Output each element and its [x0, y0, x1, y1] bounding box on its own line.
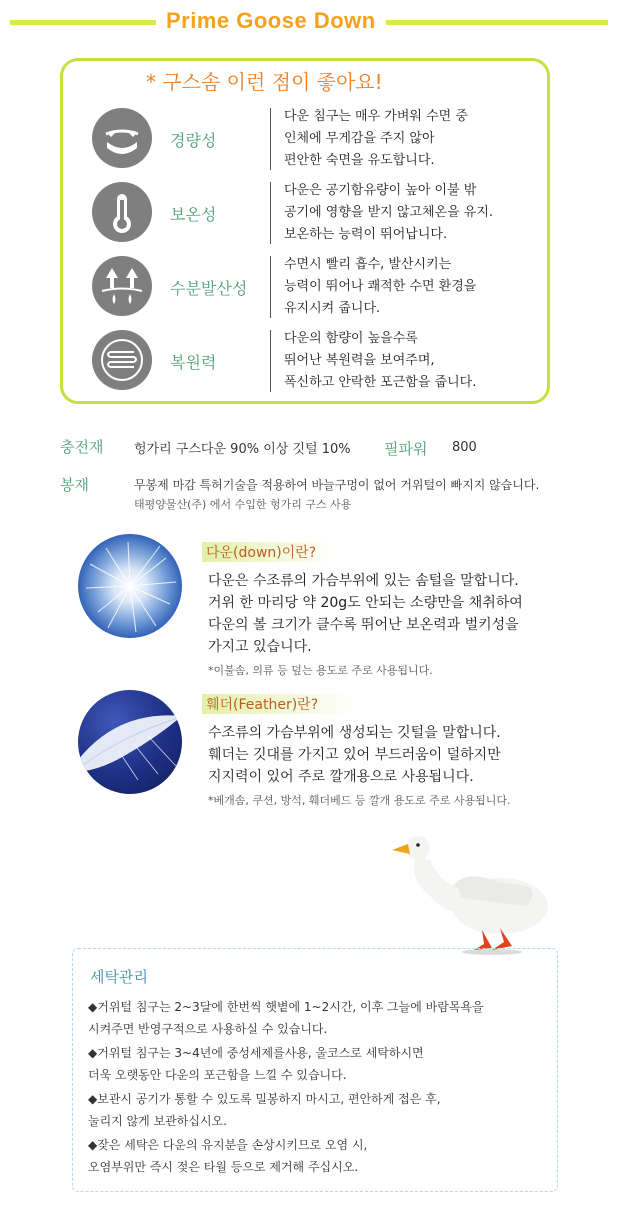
scale-icon	[92, 108, 152, 168]
benefit-label: 수분발산성	[170, 279, 248, 298]
spring-icon	[92, 330, 152, 390]
fabric-note: 태평양물산(주) 에서 수입한 헝가리 구스 사용	[134, 498, 352, 511]
feather-photo	[78, 690, 182, 794]
divider	[270, 182, 271, 244]
down-heading: 다운(down)이란?	[202, 542, 336, 562]
moisture-icon	[92, 256, 152, 316]
benefit-description: 다운의 함량이 높을수록 뛰어난 복원력을 보여주며, 폭신하고 안락한 포근함을 줍니다.	[284, 331, 477, 390]
divider	[270, 330, 271, 392]
fabric-value: 무봉제 마감 특허기술을 적용하여 바늘구멍이 없어 거위털이 빠지지 않습니다.	[134, 478, 540, 492]
fillpower-label: 필파워	[384, 440, 428, 458]
fillpower-value: 800	[452, 440, 477, 455]
benefit-description: 다운은 공기함유량이 높아 이불 밖 공기에 영향을 받지 않고체온을 유지. 보온하는 능력이 뛰어납니다.	[284, 183, 494, 242]
care-item: ◆보관시 공기가 통할 수 있도록 밀봉하지 마시고, 편안하게 접은 후, 눌리지 않게 보관하십시오.	[88, 1092, 441, 1128]
care-title: 세탁관리	[90, 968, 148, 986]
benefit-row-warmth	[92, 182, 532, 248]
feather-description: 수조류의 가슴부위에 생성되는 깃털을 말합니다. 훼더는 깃대를 가지고 있어 부드러움이 덜하지만 지지력이 있어 주로 깔개용으로 사용됩니다.	[208, 725, 501, 785]
feather-heading: 훼더(Feather)란?	[202, 694, 356, 714]
fabric-label: 봉재	[60, 476, 89, 494]
benefit-description: 다운 침구는 매우 가벼워 수면 중 인체에 무게감을 주지 않아 편안한 숙면을 유도합니다.	[284, 109, 468, 168]
feather-note: *베개솜, 쿠션, 방석, 훼더베드 등 깔개 용도로 주로 사용됩니다.	[208, 794, 511, 807]
filling-value: 헝가리 구스다운 90% 이상 깃털 10%	[134, 442, 351, 457]
benefit-row-resilience	[92, 330, 532, 396]
thermometer-icon	[92, 182, 152, 242]
down-photo	[78, 534, 182, 638]
filling-label: 충전재	[60, 438, 104, 456]
divider	[270, 256, 271, 318]
care-item: ◆잦은 세탁은 다운의 유지분을 손상시키므로 오염 시, 오염부위만 즉시 젖은 타월 등으로 제거해 주십시오.	[88, 1138, 368, 1174]
down-note: *이불솜, 의류 등 덮는 용도로 주로 사용됩니다.	[208, 664, 433, 677]
divider	[270, 108, 271, 170]
page-title: Prime Goose Down	[156, 8, 386, 34]
care-item: ◆거위털 침구는 3~4년에 중성세제를사용, 울코스로 세탁하시면 더욱 오랫동안 다운의 포근함을 느낄 수 있습니다.	[88, 1046, 424, 1082]
benefit-description: 수면시 빨리 흡수, 발산시키는 능력이 뛰어나 쾌적한 수면 환경을 유지시켜 줍니다.	[284, 257, 477, 316]
benefit-row-moisture	[92, 256, 532, 322]
care-item: ◆거위털 침구는 2~3달에 한번씩 햇볕에 1~2시간, 이후 그늘에 바람목욕을 시켜주면 반영구적으로 사용하실 수 있습니다.	[88, 1000, 484, 1036]
benefit-label: 보온성	[170, 205, 217, 224]
down-description: 다운은 수조류의 가슴부위에 있는 솜털을 말합니다. 거위 한 마리당 약 20g도 안되는 소량만을 채취하여 다운의 볼 크기가 클수록 뛰어난 보온력과 벌키성을 가지고 있습니다.	[208, 573, 523, 655]
benefit-label: 경량성	[170, 131, 217, 150]
benefits-title: * 구스솜 이런 점이 좋아요!	[146, 70, 383, 94]
benefit-label: 복원력	[170, 353, 217, 372]
benefit-row-lightweight	[92, 108, 532, 174]
goose-image	[388, 826, 558, 956]
